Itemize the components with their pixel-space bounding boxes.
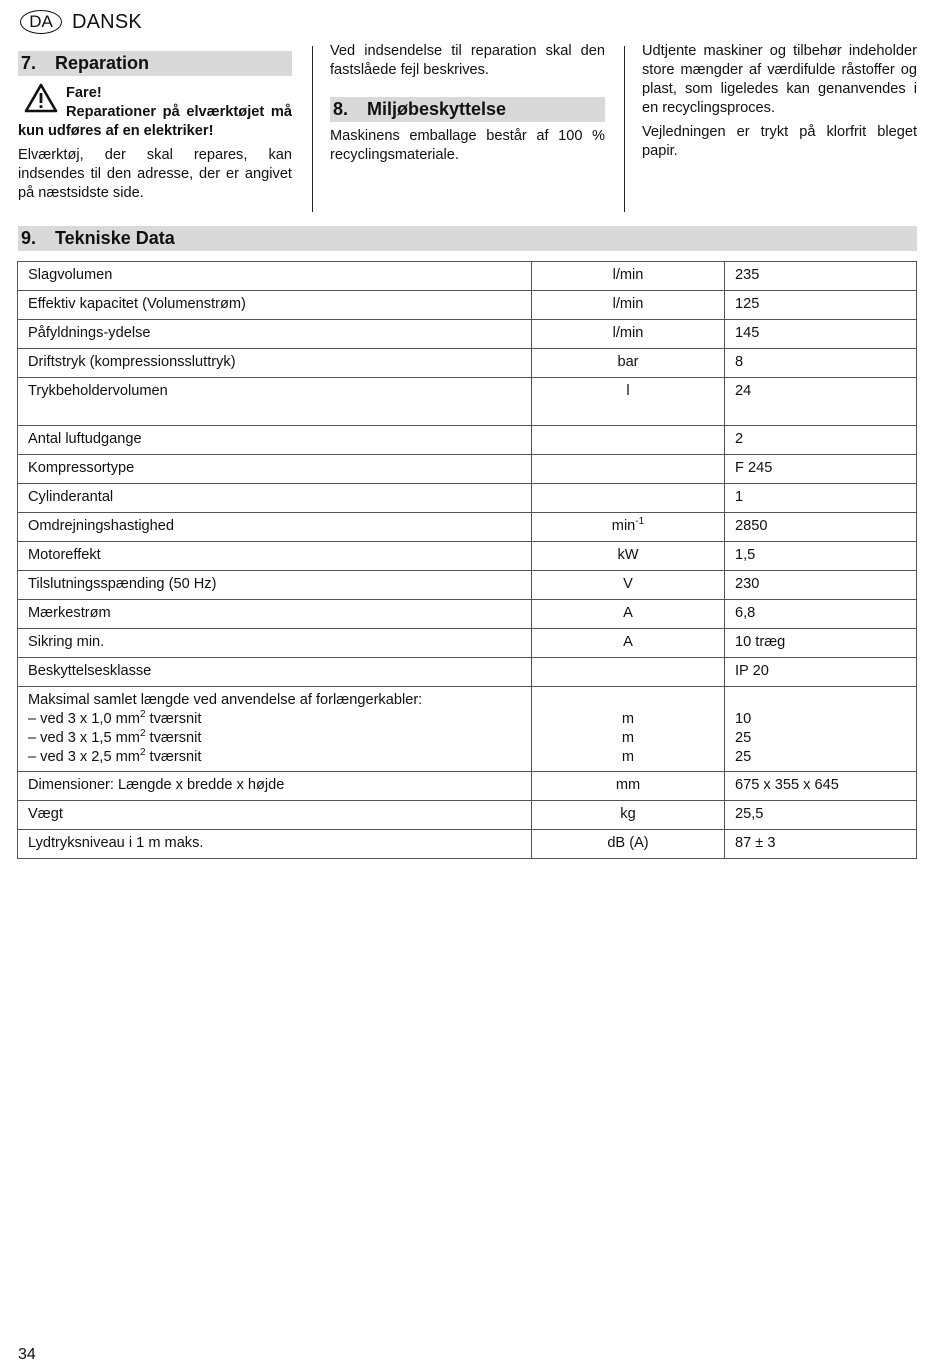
row-unit bbox=[532, 426, 725, 455]
repair-intro-text: Ved indsendelse til reparation skal den fastslåede fejl beskrives. bbox=[330, 43, 605, 78]
technical-data-table bbox=[17, 261, 917, 859]
cable-unit: m bbox=[621, 730, 635, 746]
cable-line-suffix: tværsnit bbox=[145, 749, 202, 765]
row-value: IP 20 bbox=[725, 658, 917, 687]
section-8-body: Maskinens emballage består af 100 % recyclingsmateriale. bbox=[330, 128, 605, 163]
row-unit: kg bbox=[532, 801, 725, 830]
row-value: 2 bbox=[725, 426, 917, 455]
page-number: 34 bbox=[18, 1346, 36, 1363]
row-value: 145 bbox=[725, 320, 917, 349]
row-label: Trykbeholdervolumen bbox=[18, 378, 532, 426]
row-unit: V bbox=[532, 571, 725, 600]
row-label: Driftstryk (kompressionssluttryk) bbox=[18, 349, 532, 378]
row-label: Lydtryksniveau i 1 m maks. bbox=[18, 830, 532, 859]
unit-base: min bbox=[611, 518, 636, 534]
section-8-number: 8. bbox=[333, 99, 349, 119]
column-divider-2 bbox=[624, 46, 625, 212]
row-unit: l/min bbox=[532, 320, 725, 349]
language-name: DANSK bbox=[72, 10, 142, 33]
row-label: Effektiv kapacitet (Volumenstrøm) bbox=[18, 291, 532, 320]
row-value: 25,5 bbox=[725, 801, 917, 830]
row-unit: l bbox=[532, 378, 725, 426]
row-unit bbox=[532, 484, 725, 513]
row-label: Vægt bbox=[18, 801, 532, 830]
row-label: Påfyldnings-ydelse bbox=[18, 320, 532, 349]
table-row bbox=[18, 542, 917, 571]
table-row bbox=[18, 513, 917, 542]
table-row bbox=[18, 830, 917, 859]
cable-line bbox=[28, 729, 521, 748]
cable-value: 25 bbox=[735, 749, 752, 765]
row-label: Dimensioner: Længde x bredde x højde bbox=[18, 772, 532, 801]
table-row bbox=[18, 801, 917, 830]
row-unit bbox=[532, 455, 725, 484]
table-row bbox=[18, 291, 917, 320]
table-row bbox=[18, 320, 917, 349]
row-value: 87 ± 3 bbox=[725, 830, 917, 859]
cable-value: 25 bbox=[735, 730, 752, 746]
row-unit: l/min bbox=[532, 291, 725, 320]
section-9-block bbox=[18, 226, 917, 251]
row-label: Motoreffekt bbox=[18, 542, 532, 571]
section-7-number: 7. bbox=[21, 53, 37, 73]
column-repair bbox=[18, 42, 292, 208]
warning-text: Reparationer på elværktøjet må kun udføres af en elektriker! bbox=[18, 104, 292, 139]
row-unit: bar bbox=[532, 349, 725, 378]
cable-line bbox=[28, 748, 521, 767]
section-9-title: Tekniske Data bbox=[55, 228, 175, 248]
row-unit bbox=[532, 658, 725, 687]
row-label: Omdrejningshastighed bbox=[18, 513, 532, 542]
row-value: F 245 bbox=[725, 455, 917, 484]
row-label: Mærkestrøm bbox=[18, 600, 532, 629]
row-unit: kW bbox=[532, 542, 725, 571]
row-value: 230 bbox=[725, 571, 917, 600]
column-divider-1 bbox=[312, 46, 313, 212]
table-row bbox=[18, 484, 917, 513]
cable-line-exponent: 2 bbox=[139, 747, 146, 759]
table-row bbox=[18, 349, 917, 378]
table-row bbox=[18, 571, 917, 600]
table-row bbox=[18, 262, 917, 291]
row-value: 6,8 bbox=[725, 600, 917, 629]
cable-line-text: – ved 3 x 1,0 mm bbox=[28, 711, 140, 727]
cable-line-exponent: 2 bbox=[139, 709, 146, 721]
row-value: 2850 bbox=[725, 513, 917, 542]
section-8-heading bbox=[330, 97, 605, 122]
cable-unit: m bbox=[621, 711, 635, 727]
row-unit bbox=[532, 513, 725, 542]
row-value: 1,5 bbox=[725, 542, 917, 571]
row-unit: A bbox=[532, 629, 725, 658]
table-row bbox=[18, 629, 917, 658]
row-unit: A bbox=[532, 600, 725, 629]
row-value: 675 x 355 x 645 bbox=[725, 772, 917, 801]
paper-paragraph: Vejledningen er trykt på klorfrit bleget papir. bbox=[642, 124, 917, 159]
row-value: 8 bbox=[725, 349, 917, 378]
section-7-body: Elværktøj, der skal repares, kan indsendes til den adresse, der er angivet på næstsidste side. bbox=[18, 147, 292, 201]
cable-length-title: Maksimal samlet længde ved anvendelse af forlængerkabler: bbox=[28, 692, 423, 708]
language-code-badge: DA bbox=[20, 10, 62, 34]
column-recycling bbox=[642, 42, 917, 166]
table-row bbox=[18, 658, 917, 687]
warning-title: Fare! bbox=[66, 85, 102, 101]
section-9-number: 9. bbox=[21, 228, 37, 248]
cable-unit: m bbox=[621, 749, 635, 765]
cable-value: 10 bbox=[735, 711, 752, 727]
warning-block bbox=[18, 84, 292, 141]
cable-line-text: – ved 3 x 1,5 mm bbox=[28, 730, 140, 746]
table-row bbox=[18, 378, 917, 426]
row-value: 10 træg bbox=[725, 629, 917, 658]
section-7-heading bbox=[18, 51, 292, 76]
table-row bbox=[18, 426, 917, 455]
table-row-cable-lengths bbox=[18, 687, 917, 772]
section-9-heading bbox=[18, 226, 917, 251]
row-value: 1 bbox=[725, 484, 917, 513]
cable-line-suffix: tværsnit bbox=[145, 730, 202, 746]
section-7-title: Reparation bbox=[55, 53, 150, 73]
row-value: 235 bbox=[725, 262, 917, 291]
cable-line-exponent: 2 bbox=[139, 728, 146, 740]
row-value: 24 bbox=[725, 378, 917, 426]
column-environment bbox=[330, 42, 605, 170]
cable-line-suffix: tværsnit bbox=[145, 711, 202, 727]
table-row bbox=[18, 455, 917, 484]
row-label: Slagvolumen bbox=[18, 262, 532, 291]
unit-exponent: -1 bbox=[635, 516, 645, 528]
row-label: Cylinderantal bbox=[18, 484, 532, 513]
cable-line-text: – ved 3 x 2,5 mm bbox=[28, 749, 140, 765]
row-label: Antal luftudgange bbox=[18, 426, 532, 455]
section-8-title: Miljøbeskyttelse bbox=[367, 99, 507, 119]
row-label: Sikring min. bbox=[18, 629, 532, 658]
row-unit: dB (A) bbox=[532, 830, 725, 859]
cable-length-labels bbox=[18, 687, 532, 772]
row-label: Kompressortype bbox=[18, 455, 532, 484]
cable-length-values bbox=[725, 687, 917, 772]
table-row bbox=[18, 600, 917, 629]
warning-triangle-icon bbox=[24, 83, 58, 113]
row-label: Beskyttelsesklasse bbox=[18, 658, 532, 687]
table-row bbox=[18, 772, 917, 801]
cable-length-units bbox=[532, 687, 725, 772]
recycling-paragraph: Udtjente maskiner og tilbehør indeholder store mængder af værdifulde råstoffer og plast, som ligeledes kan genanvendes i en recyclingsproces. bbox=[642, 43, 917, 116]
row-unit: mm bbox=[532, 772, 725, 801]
row-value: 125 bbox=[725, 291, 917, 320]
row-label: Tilslutningsspænding (50 Hz) bbox=[18, 571, 532, 600]
cable-line bbox=[28, 710, 521, 729]
language-header bbox=[20, 8, 142, 36]
row-unit: l/min bbox=[532, 262, 725, 291]
